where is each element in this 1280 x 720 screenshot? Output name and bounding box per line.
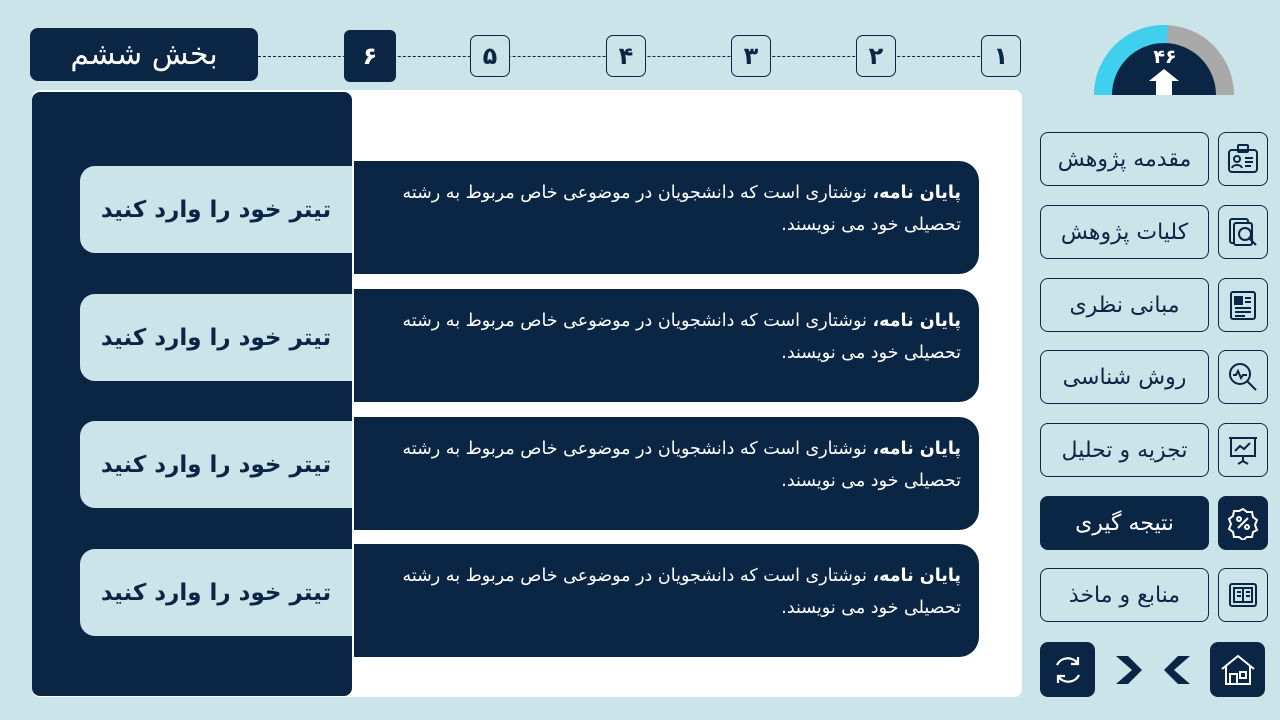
row-text [354,544,979,657]
row-text-lead: پایان نامه، [872,311,961,331]
step-2[interactable]: ۲ [856,35,896,77]
open-book-icon[interactable] [1218,568,1268,622]
section-title: بخش ششم [30,28,258,81]
row-text-body: نوشتاری است که دانشجویان در موضوعی خاص مربوط به رشته تحصیلی خود می نویسند. [402,566,961,618]
row-text [354,289,979,402]
row-text-lead: پایان نامه، [872,439,961,459]
row-title: تیتر خود را وارد کنید [80,166,352,253]
menu-theory[interactable]: مبانی نظری [1040,278,1209,332]
home-button[interactable] [1210,642,1265,697]
row-text [354,417,979,530]
row-title: تیتر خود را وارد کنید [80,421,352,508]
menu-analysis[interactable]: تجزیه و تحلیل [1040,423,1209,477]
next-button[interactable] [1112,653,1146,687]
row-text-lead: پایان نامه، [872,566,961,586]
row-text-body: نوشتاری است که دانشجویان در موضوعی خاص مربوط به رشته تحصیلی خود می نویسند. [402,183,961,235]
step-6-active[interactable]: ۶ [344,30,396,82]
row-text [354,161,979,274]
row-title: تیتر خود را وارد کنید [80,294,352,381]
document-search-icon[interactable] [1218,205,1268,259]
refresh-button[interactable] [1040,642,1095,697]
chevron-left-icon [1162,654,1192,686]
row-text-body: نوشتاری است که دانشجویان در موضوعی خاص مربوط به رشته تحصیلی خود می نویسند. [402,439,961,491]
row-title: تیتر خود را وارد کنید [80,549,352,636]
gauge-value: ۴۶ [1153,46,1177,68]
row-text-lead: پایان نامه، [872,183,961,203]
step-5[interactable]: ۵ [470,35,510,77]
step-3[interactable]: ۳ [731,35,771,77]
step-4[interactable]: ۴ [606,35,646,77]
home-icon [1218,650,1258,690]
magnifier-pulse-icon[interactable] [1218,350,1268,404]
percent-badge-icon[interactable] [1218,496,1268,550]
id-card-icon[interactable] [1218,132,1268,186]
prev-button[interactable] [1160,653,1194,687]
presentation-board-icon[interactable] [1218,423,1268,477]
menu-introduction[interactable]: مقدمه پژوهش [1040,132,1209,186]
menu-methodology[interactable]: روش شناسی [1040,350,1209,404]
newspaper-icon[interactable] [1218,278,1268,332]
refresh-icon [1050,652,1086,688]
chevron-right-icon [1114,654,1144,686]
menu-overview[interactable]: کلیات پژوهش [1040,205,1209,259]
menu-references[interactable]: منابع و ماخذ [1040,568,1209,622]
menu-conclusion[interactable]: نتیجه گیری [1040,496,1209,550]
row-text-body: نوشتاری است که دانشجویان در موضوعی خاص مربوط به رشته تحصیلی خود می نویسند. [402,311,961,363]
step-1[interactable]: ۱ [981,35,1021,77]
